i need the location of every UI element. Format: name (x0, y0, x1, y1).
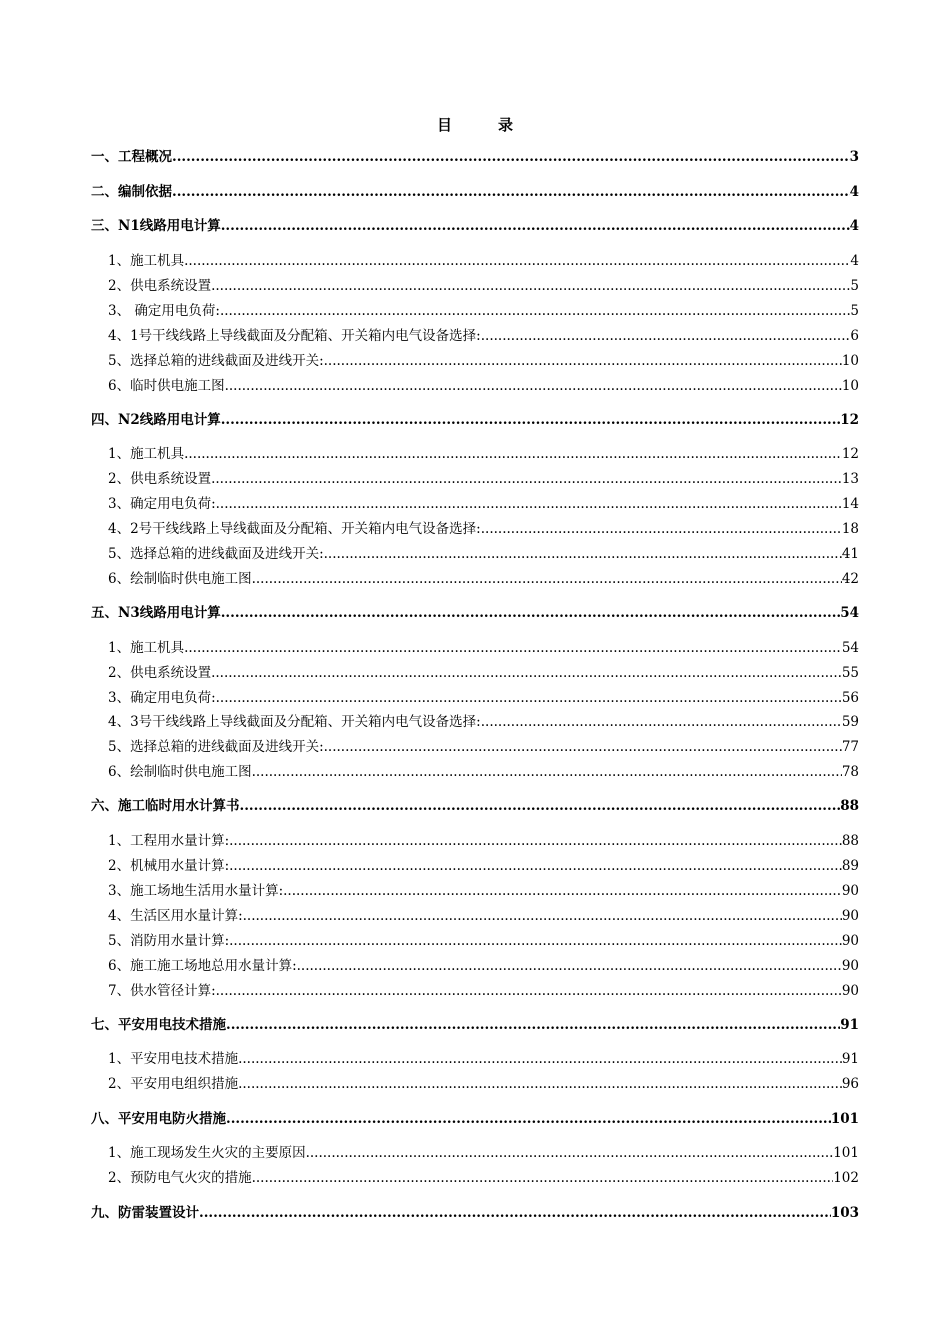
toc-subsection-entry[interactable] (91, 1144, 859, 1162)
toc-entry-label: 3、 确定用电负荷: (108, 303, 220, 319)
toc-entry-label: 1、施工机具 (108, 253, 185, 269)
toc-dot-leader (221, 411, 840, 429)
toc-entry-page-number: 77 (841, 739, 859, 755)
toc-subsection-entry[interactable] (91, 689, 859, 707)
toc-entry-page-number: 12 (840, 412, 859, 428)
toc-entry-page-number: 18 (841, 521, 859, 537)
toc-entry-page-number: 90 (841, 908, 859, 924)
toc-entry-page-number: 42 (841, 571, 859, 587)
toc-subsection-entry[interactable] (91, 1050, 859, 1068)
toc-section-entry[interactable] (91, 604, 859, 622)
toc-subsection-entry[interactable] (91, 882, 859, 900)
toc-dot-leader (252, 763, 842, 781)
toc-subsection-entry[interactable] (91, 545, 859, 563)
toc-subsection-entry[interactable] (91, 763, 859, 781)
toc-entry-page-number: 90 (841, 958, 859, 974)
toc-section-entry[interactable] (91, 183, 859, 201)
toc-entry-page-number: 103 (830, 1205, 859, 1221)
toc-dot-leader (199, 1204, 831, 1222)
toc-dot-leader (324, 352, 842, 370)
toc-dot-leader (216, 495, 842, 513)
toc-dot-leader (306, 1144, 834, 1162)
toc-entry-label: 1、施工现场发生火灾的主要原因 (108, 1145, 306, 1161)
toc-dot-leader (216, 982, 842, 1000)
toc-section-entry[interactable] (91, 1110, 859, 1128)
toc-subsection-entry[interactable] (91, 352, 859, 370)
toc-subsection-entry[interactable] (91, 520, 859, 538)
toc-entry-label: 6、绘制临时供电施工图 (108, 764, 252, 780)
toc-entry-label: 一、工程概况 (91, 149, 172, 165)
toc-dot-leader (283, 882, 842, 900)
toc-subsection-entry[interactable] (91, 1169, 859, 1187)
toc-entry-label: 2、预防电气火灾的措施 (108, 1170, 252, 1186)
toc-section-entry[interactable] (91, 148, 859, 166)
toc-entry-label: 2、供电系统设置 (108, 665, 212, 681)
toc-entry-page-number: 4 (850, 253, 859, 269)
toc-entry-label: 3、确定用电负荷: (108, 690, 216, 706)
toc-dot-leader (184, 252, 850, 270)
toc-title-char-2: 录 (498, 116, 514, 134)
toc-entry-label: 1、平安用电技术措施 (108, 1051, 239, 1067)
toc-entry-label: 6、绘制临时供电施工图 (108, 571, 252, 587)
toc-entry-label: 4、3号干线线路上导线截面及分配箱、开关箱内电气设备选择: (108, 714, 481, 730)
toc-entry-page-number: 12 (841, 446, 859, 462)
toc-entry-page-number: 102 (833, 1170, 859, 1186)
toc-entry-page-number: 96 (841, 1076, 859, 1092)
toc-subsection-entry[interactable] (91, 495, 859, 513)
toc-dot-leader (243, 907, 842, 925)
toc-dot-leader (172, 148, 850, 166)
toc-title-char-1: 目 (436, 116, 452, 134)
toc-title (0, 114, 950, 135)
toc-dot-leader (297, 957, 842, 975)
toc-entry-label: 三、N1线路用电计算 (91, 218, 221, 234)
toc-dot-leader (226, 1110, 831, 1128)
toc-entry-label: 4、2号干线线路上导线截面及分配箱、开关箱内电气设备选择: (108, 521, 481, 537)
toc-dot-leader (481, 520, 842, 538)
toc-subsection-entry[interactable] (91, 857, 859, 875)
toc-dot-leader (481, 713, 842, 731)
toc-subsection-entry[interactable] (91, 982, 859, 1000)
toc-subsection-entry[interactable] (91, 664, 859, 682)
toc-subsection-entry[interactable] (91, 302, 859, 320)
toc-entry-page-number: 90 (841, 933, 859, 949)
toc-entry-label: 1、施工机具 (108, 640, 185, 656)
toc-entry-page-number: 88 (840, 798, 859, 814)
toc-dot-leader (172, 183, 850, 201)
toc-entry-page-number: 6 (850, 328, 859, 344)
toc-entry-label: 4、生活区用水量计算: (108, 908, 243, 924)
toc-section-entry[interactable] (91, 411, 859, 429)
toc-subsection-entry[interactable] (91, 932, 859, 950)
toc-dot-leader (211, 277, 850, 295)
toc-entry-label: 二、编制依据 (91, 184, 172, 200)
toc-dot-leader (238, 1050, 842, 1068)
toc-entry-label: 六、施工临时用水计算书 (91, 798, 240, 814)
toc-entry-page-number: 78 (841, 764, 859, 780)
toc-subsection-entry[interactable] (91, 957, 859, 975)
toc-section-entry[interactable] (91, 1016, 859, 1034)
toc-entry-label: 八、平安用电防火措施 (91, 1111, 226, 1127)
toc-entry-label: 九、防雷装置设计 (91, 1205, 199, 1221)
toc-subsection-entry[interactable] (91, 470, 859, 488)
toc-entry-label: 3、确定用电负荷: (108, 496, 216, 512)
toc-dot-leader (324, 738, 842, 756)
toc-dot-leader (220, 302, 850, 320)
toc-subsection-entry[interactable] (91, 639, 859, 657)
toc-entry-page-number: 89 (841, 858, 859, 874)
toc-subsection-entry[interactable] (91, 327, 859, 345)
toc-subsection-entry[interactable] (91, 1075, 859, 1093)
toc-entry-label: 5、消防用水量计算: (108, 933, 230, 949)
toc-entry-label: 1、工程用水量计算: (108, 833, 230, 849)
toc-entry-label: 1、施工机具 (108, 446, 185, 462)
toc-subsection-entry[interactable] (91, 713, 859, 731)
toc-subsection-entry[interactable] (91, 445, 859, 463)
toc-dot-leader (184, 445, 842, 463)
toc-entry-label: 3、施工场地生活用水量计算: (108, 883, 284, 899)
toc-dot-leader (216, 689, 842, 707)
toc-dot-leader (252, 1169, 834, 1187)
toc-entry-label: 5、选择总箱的进线截面及进线开关: (108, 546, 324, 562)
toc-entry-page-number: 91 (840, 1017, 859, 1033)
toc-entry-page-number: 88 (841, 833, 859, 849)
toc-entry-label: 6、临时供电施工图 (108, 378, 225, 394)
toc-entry-page-number: 4 (849, 218, 859, 234)
toc-entry-page-number: 10 (841, 353, 859, 369)
toc-entry-page-number: 4 (849, 184, 859, 200)
toc-dot-leader (229, 932, 842, 950)
toc-dot-leader (324, 545, 842, 563)
toc-dot-leader (229, 857, 842, 875)
toc-dot-leader (221, 604, 840, 622)
toc-section-entry[interactable] (91, 797, 859, 815)
toc-entry-label: 2、供电系统设置 (108, 471, 212, 487)
toc-entry-label: 5、选择总箱的进线截面及进线开关: (108, 353, 324, 369)
toc-entry-page-number: 90 (841, 883, 859, 899)
toc-subsection-entry[interactable] (91, 277, 859, 295)
toc-entry-page-number: 54 (840, 605, 859, 621)
toc-dot-leader (211, 470, 842, 488)
toc-entry-label: 2、平安用电组织措施 (108, 1076, 239, 1092)
toc-dot-leader (211, 664, 842, 682)
toc-subsection-entry[interactable] (91, 377, 859, 395)
toc-entry-page-number: 3 (849, 149, 859, 165)
toc-entry-label: 七、平安用电技术措施 (91, 1017, 226, 1033)
toc-entry-label: 2、供电系统设置 (108, 278, 212, 294)
toc-entry-label: 五、N3线路用电计算 (91, 605, 221, 621)
toc-entry-page-number: 41 (841, 546, 859, 562)
toc-entry-label: 7、供水管径计算: (108, 983, 216, 999)
toc-dot-leader (238, 1075, 842, 1093)
toc-entry-page-number: 5 (850, 278, 859, 294)
toc-dot-leader (240, 797, 841, 815)
toc-subsection-entry[interactable] (91, 907, 859, 925)
toc-entry-page-number: 14 (841, 496, 859, 512)
toc-entry-label: 5、选择总箱的进线截面及进线开关: (108, 739, 324, 755)
toc-entry-label: 6、施工施工场地总用水量计算: (108, 958, 297, 974)
toc-entry-label: 2、机械用水量计算: (108, 858, 230, 874)
toc-entry-page-number: 56 (841, 690, 859, 706)
toc-entry-label: 四、N2线路用电计算 (91, 412, 221, 428)
toc-dot-leader (221, 217, 850, 235)
toc-dot-leader (184, 639, 842, 657)
toc-section-entry[interactable] (91, 1204, 859, 1222)
toc-subsection-entry[interactable] (91, 738, 859, 756)
toc-dot-leader (252, 570, 842, 588)
toc-dot-leader (226, 1016, 840, 1034)
toc-subsection-entry[interactable] (91, 570, 859, 588)
toc-entry-page-number: 54 (841, 640, 859, 656)
toc-entry-page-number: 10 (841, 378, 859, 394)
toc-entry-page-number: 13 (841, 471, 859, 487)
toc-subsection-entry[interactable] (91, 252, 859, 270)
toc-entry-page-number: 55 (841, 665, 859, 681)
toc-entry-page-number: 5 (850, 303, 859, 319)
toc-dot-leader (481, 327, 851, 345)
toc-entry-label: 4、1号干线线路上导线截面及分配箱、开关箱内电气设备选择: (108, 328, 481, 344)
toc-entry-page-number: 59 (841, 714, 859, 730)
toc-entry-page-number: 91 (841, 1051, 859, 1067)
toc-section-entry[interactable] (91, 217, 859, 235)
toc-entry-page-number: 101 (830, 1111, 859, 1127)
toc-dot-leader (229, 832, 842, 850)
toc-entry-page-number: 90 (841, 983, 859, 999)
toc-dot-leader (225, 377, 842, 395)
toc-subsection-entry[interactable] (91, 832, 859, 850)
toc-entry-page-number: 101 (833, 1145, 859, 1161)
